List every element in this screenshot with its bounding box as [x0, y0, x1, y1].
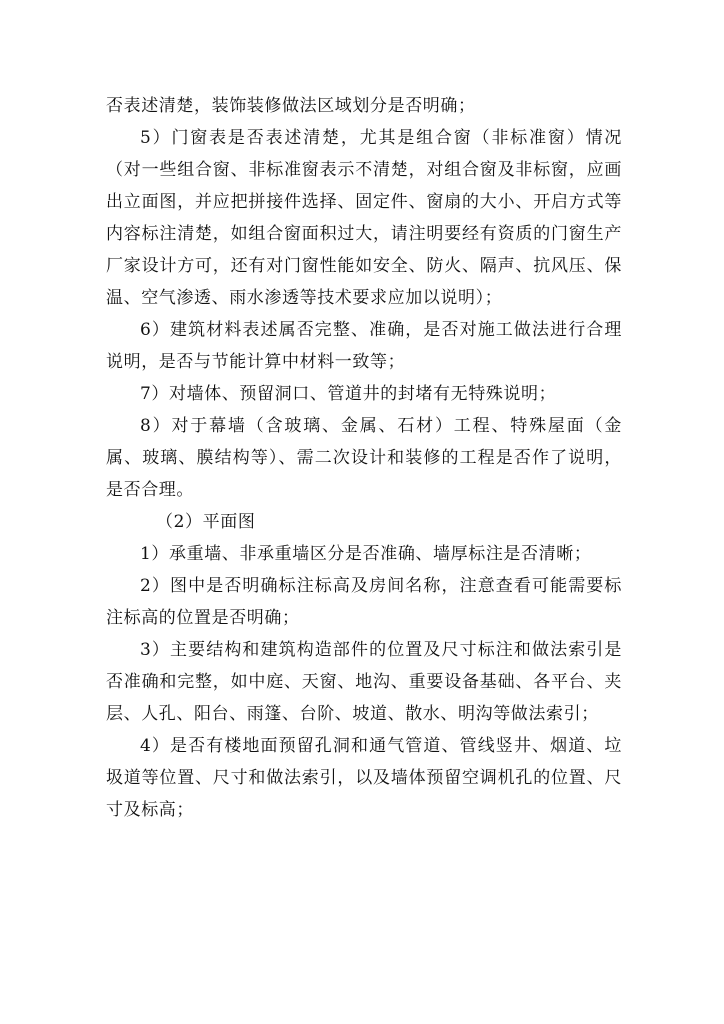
paragraph-item-1-walls: 1）承重墙、非承重墙区分是否准确、墙厚标注是否清晰；	[140, 544, 592, 564]
document-body	[106, 90, 622, 826]
section-heading-floor-plan: （2）平面图	[156, 512, 256, 532]
paragraph-item-4-openings: 4）是否有楼地面预留孔洞和通气管道、管线竖井、烟道、垃圾道等位置、尺寸和做法索引，以及墙体预留空调机孔的位置、尺寸及标高；	[106, 736, 622, 820]
paragraph-item-3-structure: 3）主要结构和建筑构造部件的位置及尺寸标注和做法索引是否准确和完整，如中庭、天窗、地沟、重要设备基础、各平台、夹层、人孔、阳台、雨篷、台阶、坡道、散水、明沟等做法索引；	[106, 640, 622, 724]
paragraph-item-6-materials: 6）建筑材料表述属否完整、准确，是否对施工做法进行合理说明，是否与节能计算中材料一致等；	[106, 320, 622, 372]
paragraph-item-8-curtain-wall: 8）对于幕墙（含玻璃、金属、石材）工程、特殊屋面（金属、玻璃、膜结构等）、需二次设计和装修的工程是否作了说明，是否合理。	[106, 416, 622, 500]
paragraph-item-7-sealing: 7）对墙体、预留洞口、管道井的封堵有无特殊说明；	[140, 384, 557, 404]
paragraph-item-5-door-window: 5）门窗表是否表述清楚，尤其是组合窗（非标准窗）情况（对一些组合窗、非标准窗表示不清楚，对组合窗及非标窗，应画出立面图，并应把拼接件选择、固定件、窗扇的大小、开启方式等内容标注清楚，如组合窗面积过大，请注明要经有资质的门窗生产厂家设计方可，还有对门窗性能如安全、防火、隔声、抗风压、保温、空气渗透、雨水渗透等技术要求应加以说明）；	[106, 128, 622, 308]
paragraph-continuation: 否表述清楚，装饰装修做法区域划分是否明确；	[106, 96, 476, 116]
paragraph-item-2-elevations: 2）图中是否明确标注标高及房间名称，注意查看可能需要标注标高的位置是否明确；	[106, 576, 622, 628]
